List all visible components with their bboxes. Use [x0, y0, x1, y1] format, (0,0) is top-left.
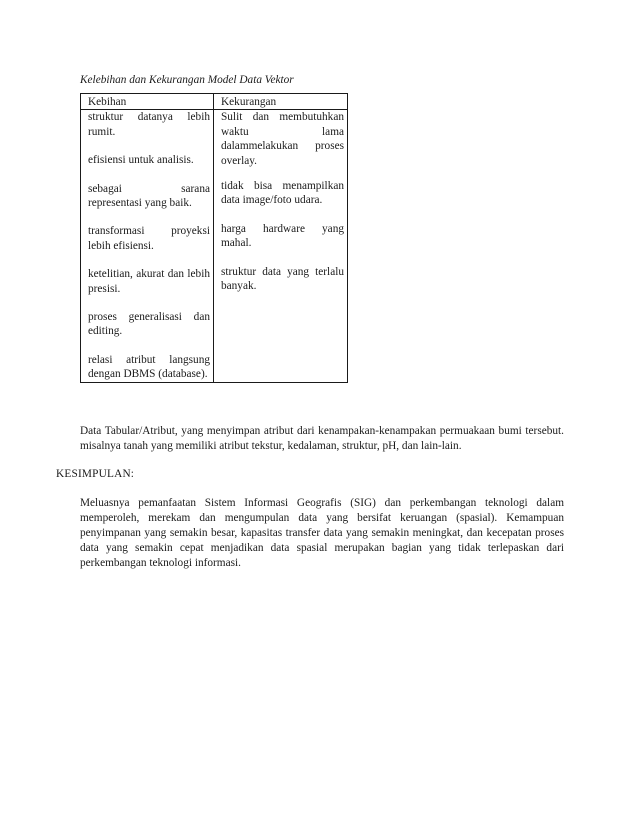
disadvantage-item: tidak bisa menampilkan data image/foto udara. — [221, 180, 344, 207]
header-advantages: Kebihan — [81, 94, 214, 110]
advantage-item: sebagai sarana representasi yang baik. — [88, 182, 210, 210]
disadvantage-item: harga hardware yang mahal. — [221, 222, 344, 250]
conclusion-heading: KESIMPULAN: — [56, 468, 135, 480]
advantage-item: efisiensi untuk analisis. — [88, 154, 194, 167]
advantage-item: transformasi proyeksi lebih efisiensi. — [88, 225, 210, 252]
advantage-item: proses generalisasi dan editing. — [88, 311, 210, 338]
table-caption: Kelebihan dan Kekurangan Model Data Vektor — [80, 74, 294, 86]
table-row — [81, 110, 348, 382]
header-disadvantages: Kekurangan — [214, 94, 348, 110]
advantage-item: ketelitian, akurat dan lebih presisi. — [88, 268, 210, 295]
advantage-item: struktur datanya lebih rumit. — [88, 111, 210, 138]
tabular-paragraph: Data Tabular/Atribut, yang menyimpan atribut dari kenampakan-kenampakan permuakaan bumi tersebut. misalnya tanah yang memiliki atribut tekstur, kedalaman, struktur, pH, dan lain-lain. — [80, 425, 564, 452]
disadvantage-item: Sulit dan membutuhkan waktu lama dalammelakukan proses overlay. — [221, 111, 344, 167]
advantage-item: relasi atribut langsung dengan DBMS (database). — [88, 353, 210, 381]
advantages-cell — [81, 110, 214, 382]
disadvantages-cell — [214, 110, 348, 382]
disadvantage-item: struktur data yang terlalu banyak. — [221, 265, 344, 293]
comparison-table — [80, 93, 348, 383]
table-header-row — [81, 94, 348, 110]
conclusion-paragraph: Meluasnya pemanfaatan Sistem Informasi Geografis (SIG) dan perkembangan teknologi dalam memperoleh, merekam dan mengumpulan data yang bersifat keruangan (spasial). Kemampuan penyimpanan yang semakin besar, kapasitas transfer data yang semakin meningkat, dan kecepatan proses data yang semakin cepat menjadikan data spasial merupakan bagian yang tidak terlepaskan dari perkembangan teknologi informasi. — [80, 497, 564, 569]
